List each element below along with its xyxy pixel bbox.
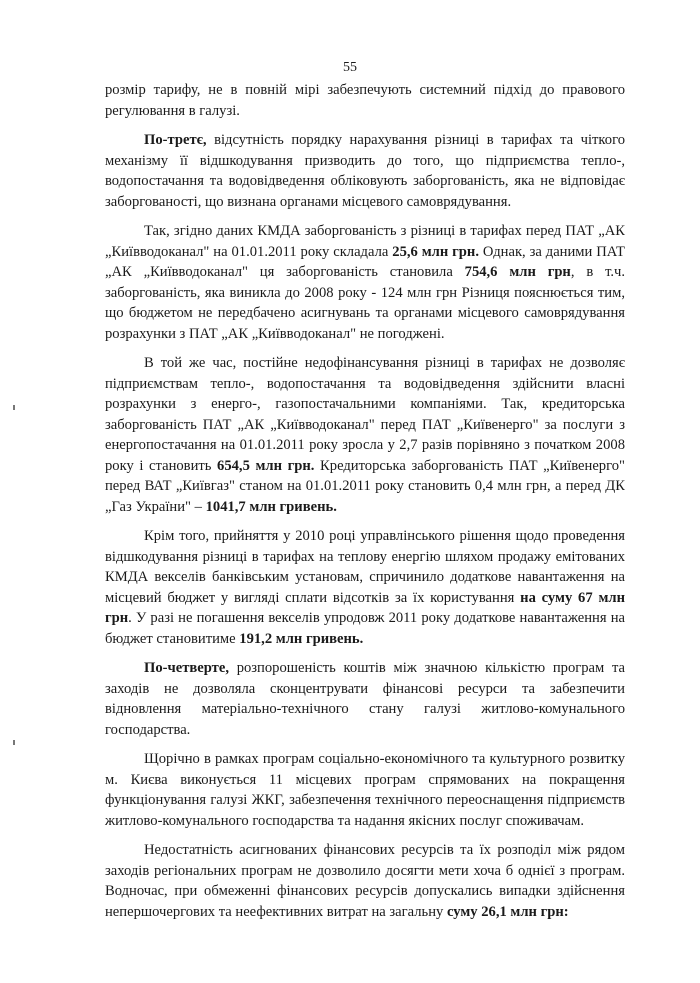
bold-text: 754,6 млн грн xyxy=(464,264,571,280)
paragraph-text: розмір тарифу, не в повній мірі забезпечують системний підхід до правового регулювання в галузі. xyxy=(105,82,625,119)
bold-text: суму 26,1 млн грн: xyxy=(446,903,569,920)
paragraph xyxy=(105,840,625,922)
bold-text: По-четверте, xyxy=(144,660,229,676)
paragraph-text: , в т.ч. заборгованість, яка виникла до 2008 року - 124 млн грн Різниця пояснюється тим, що бюджетом не передбачено асигнувань та органами місцевого самоврядування розрахунки з ПАТ „АК „Київводоканал" не погоджені. xyxy=(105,264,625,342)
paragraph-text: Недостатність асигнованих фінансових ресурсів та їх розподіл між рядом заходів регіональних програм не дозволило досягти мети хоча б однієї з програм. Водночас, при обмеженні фінансових ресурсів допускались випадки здійснення непершочергових та неефективних витрат на загальну xyxy=(105,842,625,920)
bold-text: 1041,7 млн гривень. xyxy=(205,498,337,515)
scan-artifact xyxy=(13,405,15,410)
paragraph-text: . У разі не погашення векселів упродовж 2011 року додаткове навантаження на бюджет становитиме xyxy=(105,610,625,647)
paragraph-text: розпорошеність коштів між значною кількістю програм та заходів не дозволяла сконцентрувати фінансові ресурси та забезпечити відновлення матеріально-технічного стану галузі житлово-комунального господарства. xyxy=(105,660,625,738)
paragraph-text: Крім того, прийняття у 2010 році управлінського рішення щодо проведення відшкодування різниці в тарифах на теплову енергію шляхом продажу емітованих КМДА векселів банківським установам, спричинило додаткове навантаження на місцевий бюджет у вигляді сплати відсотків за їх користування xyxy=(105,528,625,606)
paragraph-text: В той же час, постійне недофінансування різниці в тарифах не дозволяє підприємствам тепло-, водопостачання та водовідведення здійснити власні розрахунки з енерго-, газопостачальними компаніями. Так, кредиторська заборгованість ПАТ „АК „Київводоканал" перед ПАТ „Київенерго" за послуги з енергопостачання на 01.01.2011 року зросла у 2,7 разів порівняно з початком 2008 року і становить xyxy=(105,355,625,474)
paragraph-text: Щорічно в рамках програм соціально-економічного та культурного розвитку м. Києва виконується 11 місцевих програм спрямованих на покращення функціонування галузі ЖКГ, забезпечення технічного переоснащення підприємств житлово-комунального господарства та надання якісних послуг споживачам. xyxy=(105,751,625,829)
paragraph xyxy=(105,526,625,649)
page-number: 55 xyxy=(343,60,357,75)
paragraph xyxy=(105,658,625,740)
paragraph xyxy=(105,221,625,344)
paragraph xyxy=(105,749,625,831)
paragraph-text: Так, згідно даних КМДА заборгованість з різниці в тарифах перед ПАТ „АК „Київводоканал" на 01.01.2011 року складала xyxy=(105,223,625,260)
paragraph-text: відсутність порядку нарахування різниці в тарифах та чіткого механізму її відшкодування призводить до того, що підприємства тепло-, водопостачання та водовідведення обліковують заборгованість, яка не відповідає заборгованості, що визнана органами місцевого самоврядування. xyxy=(105,132,625,210)
paragraph-text: Однак, за даними ПАТ „АК „Київводоканал" ця заборгованість становила xyxy=(105,243,625,280)
document-body xyxy=(105,80,625,931)
paragraph xyxy=(105,353,625,517)
paragraph xyxy=(105,130,625,212)
bold-text: 654,5 млн грн. xyxy=(217,457,315,474)
bold-text: 191,2 млн гривень. xyxy=(239,630,364,647)
scan-artifact xyxy=(13,740,15,745)
bold-text: 25,6 млн грн. xyxy=(392,243,479,260)
bold-text: на суму 67 млн грн xyxy=(105,589,625,626)
paragraph-text: Кредиторська заборгованість ПАТ „Київенерго" перед ВАТ „Київгаз" станом на 01.01.2011 року становить 0,4 млн грн, а перед ДК „Газ України" – xyxy=(105,457,625,515)
bold-text: По-третє, xyxy=(144,132,207,148)
paragraph xyxy=(105,80,625,121)
